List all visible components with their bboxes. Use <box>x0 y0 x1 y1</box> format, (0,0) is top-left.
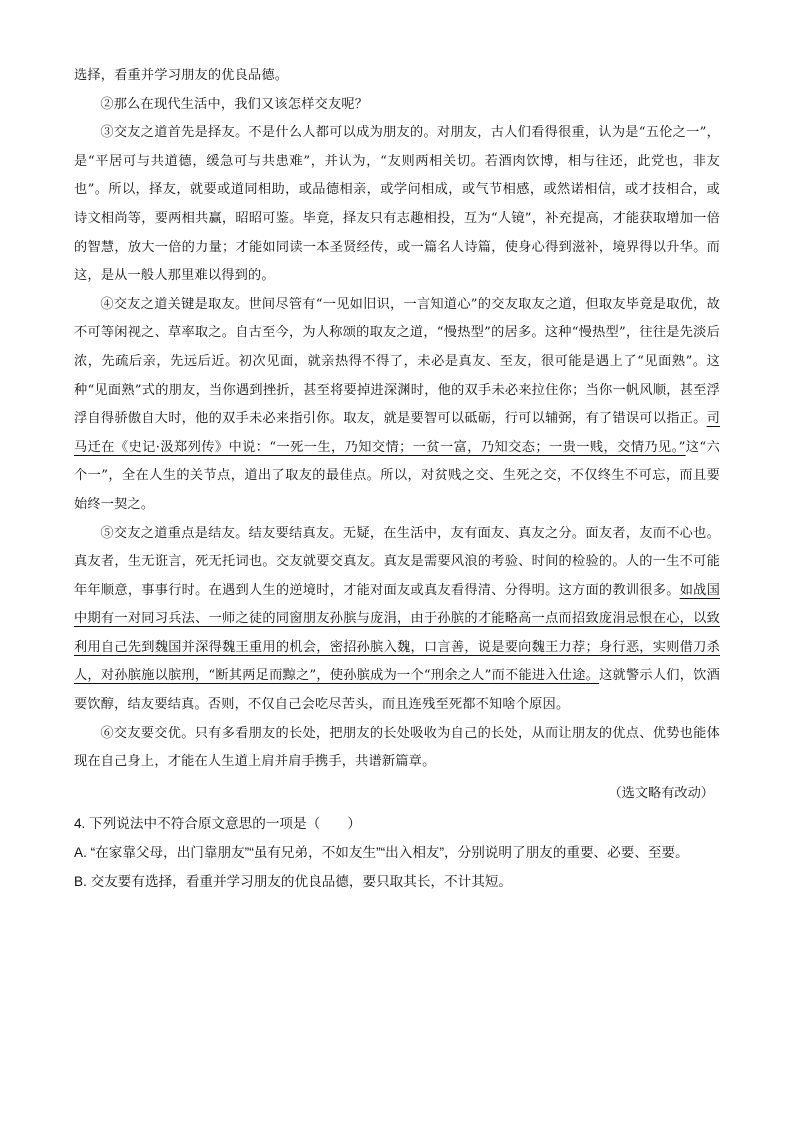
paragraph-5-underlined-example: 如战国中期有一对同习兵法、一师之徒的同窗朋友孙膑与庞涓，由于孙膑的才能略高一点而招致庞涓忌恨在心，以致利用自己先到魏国并深得魏王重用的机会，密招孙膑入魏，口言善，说是要向魏王力荐；身行恶，实则借刀杀人，对孙膑施以膑刑，“断其两足而黥之”，使孙膑成为一个“刑余之人”而不能进入仕途。 <box>74 582 720 684</box>
paragraph-2: ②那么在现代生活中，我们又该怎样交友呢？ <box>100 96 369 112</box>
paragraph-4-text-b: 这“六个一”，全在人生的关节点，道出了取友的最佳点。所以，对贫贱之交、生死之交，不仅终生不可忘，而且要始终一契之。 <box>74 439 720 512</box>
paragraph-5-text-a: ⑤交友之道重点是结友。结友要结真友。无疑，在生活中，友有面友、真友之分。面友者，友而不心也。真友者，生无诳言，死无托词也。交友就要交真友。真友是需要风浪的考验、时间的检验的。人的一生不可能年年顺意，事事行时。在遇到人生的逆境时，才能对面友或真友看得清、分得明。这方面的教训很多。 <box>74 525 720 598</box>
paragraph-5 <box>74 520 720 720</box>
paragraph-5-text-b: 这就警示人们，饮酒要饮醇，结友要结真。否则，不仅自己会吃尽苦头，而且连残至死都不知啥个原因。 <box>74 668 720 713</box>
paragraph-4-underlined-quote: 司马迁在《史记·汲郑列传》中说：“一死一生，乃知交情；一贫一富，乃知交态；一贵一贱，交情乃见。” <box>74 411 720 455</box>
paragraph-4-text-a: ④交友之道关键是取友。世间尽管有“一见如旧识，一言知道心”的交友取友之道，但取友毕竟是取优，故不可等闲视之、草率取之。自古至今，为人称颂的取友之道，“慢热型”的居多。这种“慢热型”，往往是先淡后浓，先疏后亲，先远后近。初次见面，就亲热得不得了，未必是真友、至友，很可能是遇上了“见面熟”。这种“见面熟”式的朋友，当你遇到挫折，甚至将要掉进深渊时，他的双手未必来拉住你；当你一帆风顺，甚至浮浮自得骄傲自大时，他的双手未必来指引你。取友，就是要智可以砥砺，行可以辅弼，有了错误可以指正。 <box>74 296 720 427</box>
paragraph-continuation: 选择，看重并学习朋友的优良品德。 <box>74 68 289 83</box>
option-b: B. 交友要有选择，看重并学习朋友的优良品德，要只取其长，不计其短。 <box>74 873 513 889</box>
paragraph-4 <box>74 291 720 520</box>
option-a: A. “在家靠父母，出门靠朋友”“虽有兄弟，不如友生”“出入相友”，分别说明了朋友的重要、必要、至要。 <box>74 844 689 860</box>
paragraph-6: ⑥交友要交优。只有多看朋友的长处，把朋友的长处吸收为自己的长处，从而让朋友的优点、优势也能体现在自己身上，才能在人生道上肩并肩手携手，共谱新篇章。 <box>74 725 720 770</box>
question-stem: 4. 下列说法中不符合原文意思的一项是（ ） <box>74 815 361 831</box>
source-note: （选文略有改动） <box>608 784 714 800</box>
paragraph-3: ③交友之道首先是择友。不是什么人都可以成为朋友的。对朋友，古人们看得很重，认为是“五伦之一”，是“平居可与共道德，缓急可与共患难”，并认为，“友则两相关切。若酒肉饮博，相与往还，此党也，非友也”。所以，择友，就要或道同相助，或品德相亲，或学问相成，或气节相感，或然诺相信，或才技相合，或诗文相尚等，要两相共赢，昭昭可鉴。毕竟，择友只有志趣相投，互为“人镜”，补充提高，才能获取增加一倍的智慧，放大一倍的力量；才能如同读一本圣贤经传，或一篇名人诗篇，使身心得到滋补，境界得以升华。而这，是从一般人那里难以得到的。 <box>74 125 720 284</box>
